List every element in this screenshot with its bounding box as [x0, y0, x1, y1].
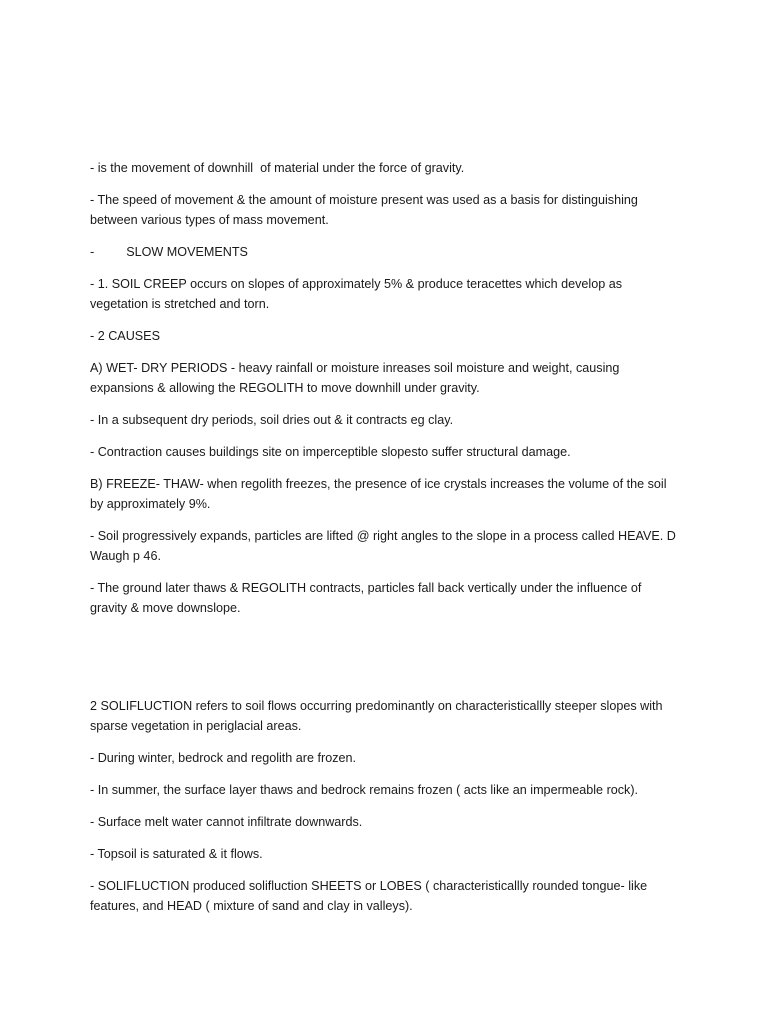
paragraph-soil-creep: - 1. SOIL CREEP occurs on slopes of approximately 5% & produce teracettes which develop as vegetation is stretched and torn.	[90, 277, 626, 311]
paragraph-solifluction: 2 SOLIFLUCTION refers to soil flows occurring predominantly on characteristicallly steeper slopes with sparse vegetation in periglacial areas.	[90, 699, 667, 733]
paragraph-winter: - During winter, bedrock and regolith are frozen.	[90, 751, 357, 765]
paragraph-heave: - Soil progressively expands, particles are lifted @ right angles to the slope in a process called HEAVE. D Waugh p 46.	[90, 529, 680, 563]
paragraph-freeze-thaw: B) FREEZE- THAW- when regolith freezes, the presence of ice crystals increases the volume of the soil by approximately 9%.	[90, 477, 671, 511]
paragraph-lobes: - SOLIFLUCTION produced solifluction SHEETS or LOBES ( characteristicallly rounded tongue- like features, and HEAD ( mixture of sand and clay in valleys).	[90, 879, 651, 913]
paragraph-summer: - In summer, the surface layer thaws and bedrock remains frozen ( acts like an impermeable rock).	[90, 783, 639, 797]
paragraph-thaw-contract: - The ground later thaws & REGOLITH contracts, particles fall back vertically under the influence of gravity & move downslope.	[90, 581, 645, 615]
paragraph-wet-dry: A) WET- DRY PERIODS - heavy rainfall or moisture inreases soil moisture and weight, causing expansions & allowing the REGOLITH to move downhill under gravity.	[90, 361, 623, 395]
paragraph-dry-periods: - In a subsequent dry periods, soil dries out & it contracts eg clay.	[90, 413, 454, 427]
paragraph-definition: - is the movement of downhill of material under the force of gravity.	[90, 161, 465, 175]
heading-slow-movements	[90, 242, 680, 262]
paragraph-contraction: - Contraction causes buildings site on imperceptible slopesto suffer structural damage.	[90, 445, 571, 459]
paragraph-melt-water: - Surface melt water cannot infiltrate downwards.	[90, 815, 363, 829]
paragraph-speed-moisture: - The speed of movement & the amount of moisture present was used as a basis for distinguishing between various types of mass movement.	[90, 193, 642, 227]
paragraph-topsoil: - Topsoil is saturated & it flows.	[90, 847, 263, 861]
heading-dash: -	[90, 245, 95, 259]
heading-text: SLOW MOVEMENTS	[126, 245, 248, 259]
paragraph-causes: - 2 CAUSES	[90, 329, 160, 343]
blank-space	[90, 630, 680, 696]
document-body	[90, 158, 680, 928]
